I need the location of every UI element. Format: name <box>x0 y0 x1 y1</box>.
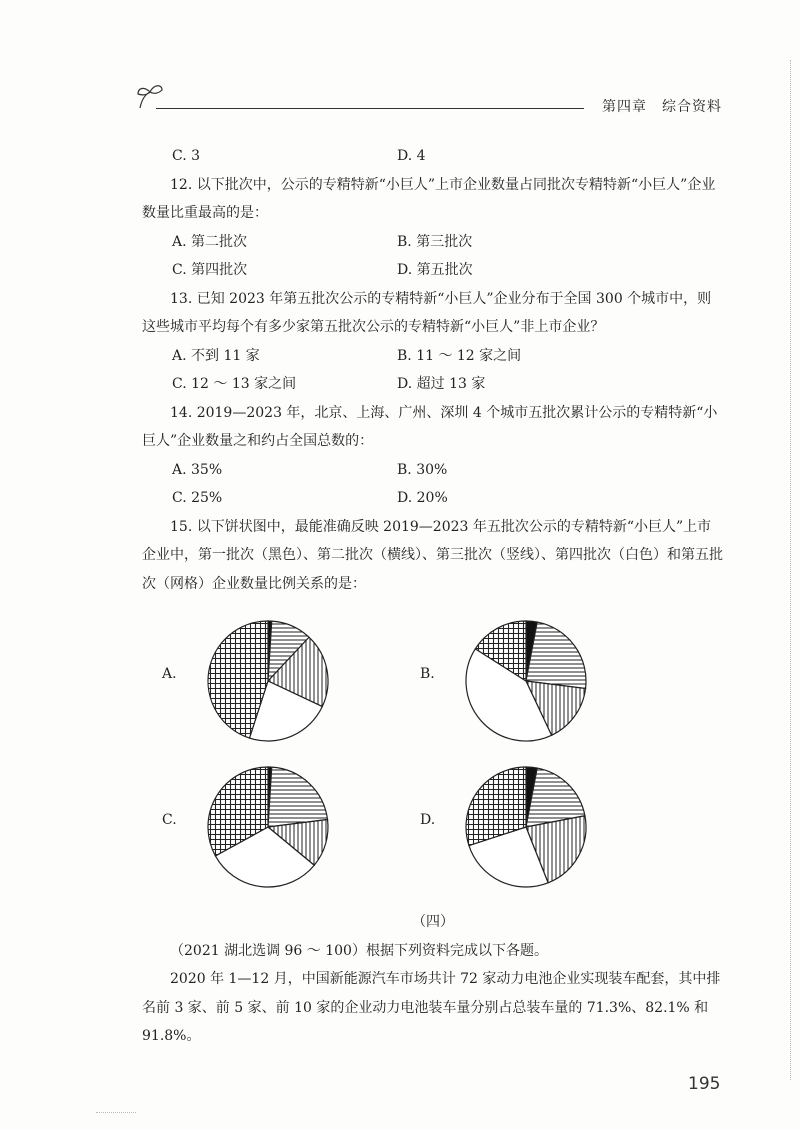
option-c: C. 3 <box>172 148 201 164</box>
option-a: A. 不到 11 家 <box>172 347 260 364</box>
pie-chart <box>188 606 348 756</box>
pie-chart <box>446 752 606 902</box>
option-d: D. 4 <box>397 148 426 164</box>
section-intro: （2021 湖北选调 96 ～ 100）根据下列资料完成以下各题。 <box>170 942 548 959</box>
option-d: D. 第五批次 <box>397 262 473 278</box>
option-b: B. 第三批次 <box>397 233 473 250</box>
q12-stem: 12. 以下批次中，公示的专精特新“小巨人”上市企业数量占同批次专精特新“小巨人”企业数量比重最高的是： <box>142 176 716 221</box>
option-d: D. 20% <box>397 490 448 506</box>
q14-options-cd <box>142 484 724 513</box>
q13-stem: 13. 已知 2023 年第五批次公示的专精特新“小巨人”企业分布于全国 300 个城市中，则这些城市平均每个有多少家第五批次公示的专精特新“小巨人”非上市企业？ <box>142 290 712 335</box>
page-number: 195 <box>688 1074 721 1094</box>
pie-option-d <box>420 752 668 902</box>
pie-label: A. <box>162 666 177 682</box>
chapter-title: 第四章 综合资料 <box>602 99 722 115</box>
page-content <box>142 142 724 1051</box>
pie-option-a <box>162 606 410 756</box>
pie-slice-horizontal <box>268 767 328 827</box>
q12-options-ab <box>142 228 724 257</box>
option-a: A. 35% <box>172 461 223 478</box>
pie-slice-horizontal <box>526 622 586 688</box>
pie-option-b <box>420 606 668 756</box>
option-b: B. 11 ～ 12 家之间 <box>397 347 522 364</box>
pie-option-c <box>162 752 410 902</box>
pie-label: C. <box>162 812 177 828</box>
pie-label: D. <box>420 812 436 828</box>
header-rule <box>156 108 584 109</box>
page-edge-dots <box>790 60 792 1080</box>
section-caption: （四） <box>412 914 454 930</box>
q13-options-cd <box>142 370 724 399</box>
running-header <box>138 96 722 118</box>
option-b: B. 30% <box>397 461 448 478</box>
sprout-icon <box>136 82 164 110</box>
pie-chart <box>188 752 348 902</box>
q11-options <box>142 142 724 171</box>
pie-options <box>142 602 724 908</box>
q14-options-ab <box>142 456 724 485</box>
option-c: C. 25% <box>172 490 223 506</box>
q15-stem: 15. 以下饼状图中，最能准确反映 2019—2023 年五批次公示的专精特新“小巨人”上市企业中，第一批次（黑色）、第二批次（横线）、第三批次（竖线）、第四批次（白色）和第五批次（网格）企业数量比例关系的是： <box>142 518 723 592</box>
scan-mark <box>96 1112 136 1113</box>
option-c: C. 12 ～ 13 家之间 <box>172 376 297 392</box>
option-d: D. 超过 13 家 <box>397 376 486 392</box>
option-c: C. 第四批次 <box>172 262 248 278</box>
option-a: A. 第二批次 <box>172 233 248 250</box>
pie-chart <box>446 606 606 756</box>
section-paragraph: 2020 年 1—12 月，中国新能源汽车市场共计 72 家动力电池企业实现装车配套，其中排名前 3 家、前 5 家、前 10 家的企业动力电池装车量分别占总装车量的 71.3%、82.1% 和 91.8%。 <box>142 971 721 1044</box>
q14-stem: 14. 2019—2023 年，北京、上海、广州、深圳 4 个城市五批次累计公示的专精特新“小巨人”企业数量之和约占全国总数的： <box>142 404 718 449</box>
pie-label: B. <box>420 666 435 682</box>
q13-options-ab <box>142 342 724 371</box>
q12-options-cd <box>142 256 724 285</box>
